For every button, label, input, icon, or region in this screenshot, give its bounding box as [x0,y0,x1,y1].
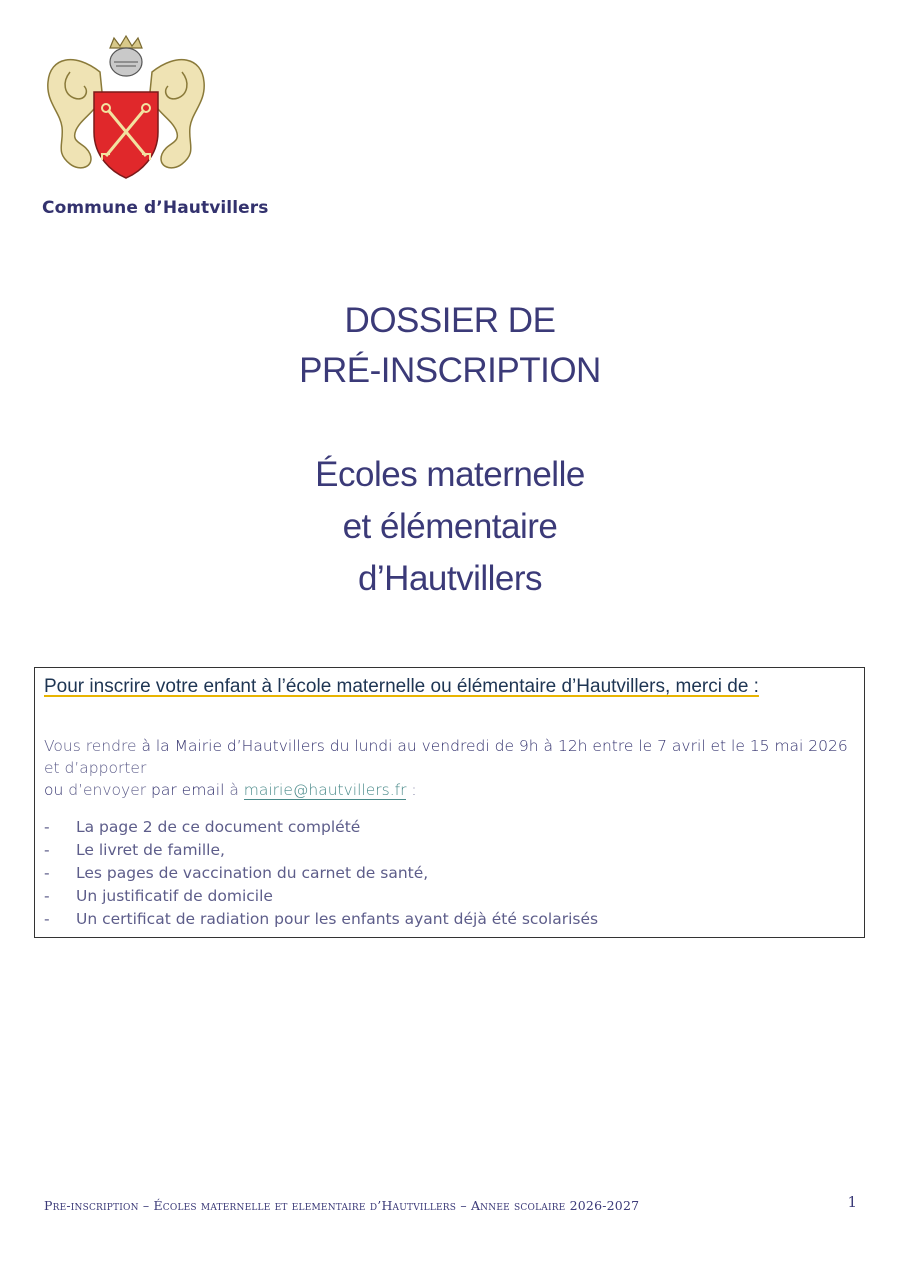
instructions-lead [44,672,859,701]
subtitle-line-3: d’Hautvillers [357,559,543,598]
list-item [44,816,598,839]
dash-bullet: - [44,910,50,928]
document-subtitle [0,449,900,605]
instructions-box [34,667,865,938]
commune-name: Commune d’Hautvillers [42,198,269,218]
p2-to: à [224,781,244,799]
p2-colon: : [406,781,417,799]
list-item-text: La page 2 de ce document complété [76,818,361,836]
list-item [44,862,598,885]
dash-bullet: - [44,864,50,882]
title-line-2: PRÉ-INSCRIPTION [299,351,601,390]
list-item-text: Un certificat de radiation pour les enfants ayant déjà été scolarisés [76,910,599,928]
email-link[interactable]: mairie@hautvillers.fr [243,781,407,799]
list-item-text: Un justificatif de domicile [76,887,273,905]
instruction-paragraph-2 [44,779,859,801]
list-item-text: Le livret de famille, [76,841,225,859]
page-number: 1 [847,1193,857,1211]
subtitle-line-2: et élémentaire [342,507,558,546]
required-documents-list [44,816,598,931]
instructions-body [44,735,859,801]
list-item [44,839,598,862]
document-title [0,296,900,396]
p2-or: ou [44,781,64,799]
p1-intro: Vous rendre [44,737,142,755]
page-footer: Pre-inscription – Écoles maternelle et elementaire d’Hautvillers – Annee scolaire 2026-2027 [44,1198,640,1213]
dash-bullet: - [44,818,50,836]
instruction-paragraph-1 [44,735,859,779]
coat-of-arms-icon [40,32,212,184]
list-item [44,908,598,931]
title-line-1: DOSSIER DE [344,301,556,340]
p1-location: à la Mairie d’Hautvillers du lundi au vendredi de 9h à 12h entre le 7 avril et le 15 mai 2026 [141,737,848,755]
subtitle-line-1: Écoles maternelle [315,455,585,494]
dash-bullet: - [44,887,50,905]
p2-by-email: par email [151,781,225,799]
lead-text: Pour inscrire votre enfant à l’école maternelle ou élémentaire d’Hautvillers, merci de : [44,676,759,697]
p2-send: d’envoyer [63,781,152,799]
p1-tail: et d’apporter [44,759,147,777]
list-item-text: Les pages de vaccination du carnet de santé, [76,864,429,882]
dash-bullet: - [44,841,50,859]
list-item [44,885,598,908]
